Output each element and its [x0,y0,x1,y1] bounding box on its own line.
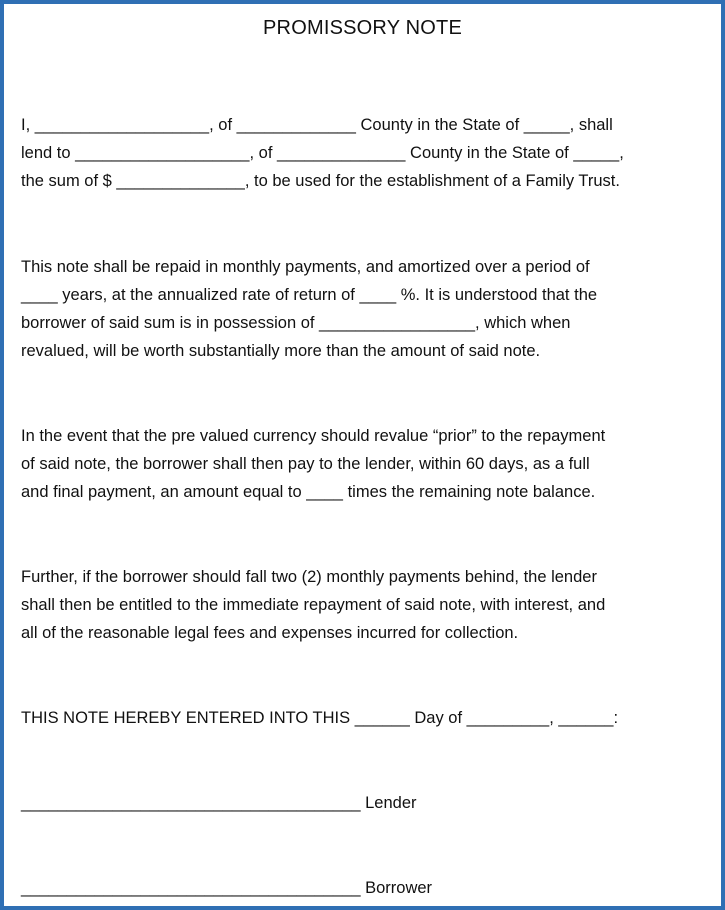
paragraph-line: In the event that the pre valued currency should revalue “prior” to the repayment [21,427,606,445]
paragraph-line: revalued, will be worth substantially more than the amount of said note. [21,342,541,360]
borrower-signature-line: _____________________________________ Borrower [21,879,433,897]
paragraph-line: ____ years, at the annualized rate of return of ____ %. It is understood that the [21,286,598,304]
paragraph-repayment [21,253,711,365]
paragraph-line: all of the reasonable legal fees and expenses incurred for collection. [21,624,519,642]
paragraph-line: borrower of said sum is in possession of _________________, which when [21,314,571,332]
paragraph-line: This note shall be repaid in monthly payments, and amortized over a period of [21,258,590,276]
lender-signature-line: _____________________________________ Lender [21,794,417,812]
paragraph-line: shall then be entitled to the immediate repayment of said note, with interest, and [21,596,606,614]
paragraph-line: Further, if the borrower should fall two (2) monthly payments behind, the lender [21,568,597,586]
paragraph-revaluation [21,422,711,506]
paragraph-line: the sum of $ ______________, to be used for the establishment of a Family Trust. [21,172,620,190]
paragraph-line: lend to ___________________, of ______________ County in the State of _____, [21,144,624,162]
paragraph-parties [21,111,711,195]
paragraph-line: I, ___________________, of _____________ County in the State of _____, shall [21,116,613,134]
entered-date-line: THIS NOTE HEREBY ENTERED INTO THIS ______ Day of _________, ______: [21,709,619,727]
paragraph-line: of said note, the borrower shall then pay to the lender, within 60 days, as a full [21,455,590,473]
paragraph-line: and final payment, an amount equal to ____ times the remaining note balance. [21,483,596,501]
paragraph-default [21,563,711,647]
document-title: PROMISSORY NOTE [263,17,462,39]
